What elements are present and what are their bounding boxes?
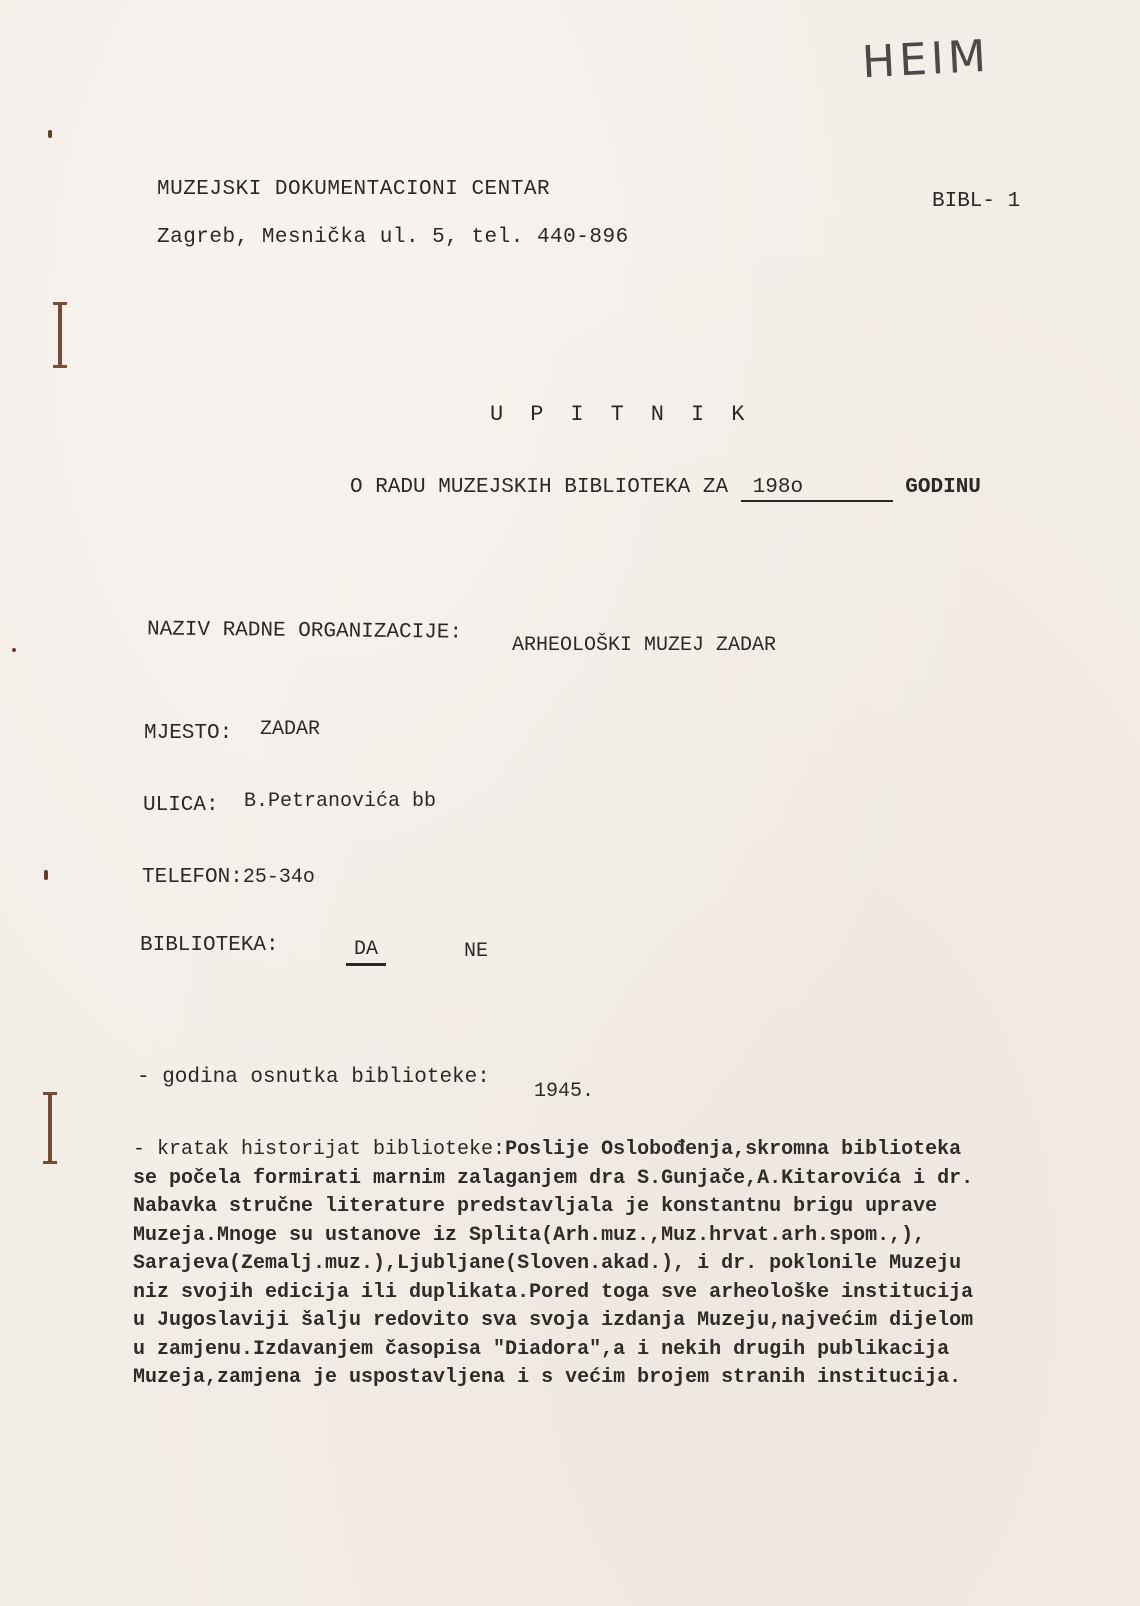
handwritten-note: HEIM [860, 30, 992, 89]
document-subtitle [350, 476, 981, 502]
history-line: Muzeja,zamjena je uspostavljena i s većim brojem stranih institucija. [133, 1366, 962, 1389]
organization-value: ARHEOLOŠKI MUZEJ ZADAR [512, 634, 777, 657]
history-line: se počela formirati marnim zalaganjem dra S.Gunjače,A.Kitarovića i dr. [133, 1166, 974, 1190]
paper-speck [12, 648, 16, 652]
paper-speck [48, 130, 52, 138]
history-first-line [133, 1136, 1123, 1165]
header-organization: MUZEJSKI DOKUMENTACIONI CENTAR [157, 178, 551, 201]
subtitle-prefix: O RADU MUZEJSKIH BIBLIOTEKA ZA [350, 476, 729, 499]
library-yes-option [346, 938, 386, 966]
library-yes-underlined: DA [346, 938, 386, 966]
header-address: Zagreb, Mesnička ul. 5, tel. 440-896 [157, 226, 629, 249]
history-line: u zamjenu.Izdavanjem časopisa "Diadora",a i nekih drugih publikacija [133, 1337, 950, 1361]
library-no-option: NE [464, 940, 489, 963]
place-value: ZADAR [260, 718, 321, 741]
street-value: B.Petranovića bb [244, 790, 437, 813]
founding-value: 1945. [534, 1080, 595, 1103]
document-code: BIBL- 1 [932, 190, 1021, 213]
organization-label: NAZIV RADNE ORGANIZACIJE: [146, 618, 463, 645]
history-line: Poslije Oslobođenja,skromna biblioteka [505, 1138, 962, 1161]
history-line: u Jugoslaviji šalju redovito sva svoja izdanja Muzeju,najvećim dijelom [133, 1309, 974, 1332]
street-label: ULICA: [143, 794, 219, 817]
history-paragraph [133, 1136, 1123, 1393]
history-line: Nabavka stručne literature predstavljala je konstantnu brigu uprave [133, 1195, 938, 1218]
year-field: 198o [741, 476, 893, 502]
library-label: BIBLIOTEKA: [140, 934, 279, 957]
founding-label: - godina osnutka biblioteke: [137, 1066, 490, 1089]
paper-speck [44, 870, 48, 880]
history-label: - kratak historijat biblioteke: [133, 1138, 506, 1161]
staple-mark-bottom [48, 1092, 52, 1164]
phone-label [142, 866, 315, 889]
place-label: MJESTO: [144, 722, 233, 745]
history-line: Muzeja.Mnoge su ustanove iz Splita(Arh.muz.,Muz.hrvat.arh.spom.,), [133, 1223, 926, 1247]
staple-mark-top [58, 302, 62, 368]
phone-value: 25-34o [242, 866, 315, 889]
subtitle-suffix: GODINU [905, 476, 981, 499]
history-line: Sarajeva(Zemalj.muz.),Ljubljane(Sloven.akad.), i dr. poklonile Muzeju [133, 1252, 962, 1275]
history-line: niz svojih edicija ili duplikata.Pored toga sve arheološke institucija [133, 1280, 974, 1304]
document-title: UPITNIK [490, 402, 772, 427]
phone-label-text: TELEFON: [142, 866, 243, 889]
